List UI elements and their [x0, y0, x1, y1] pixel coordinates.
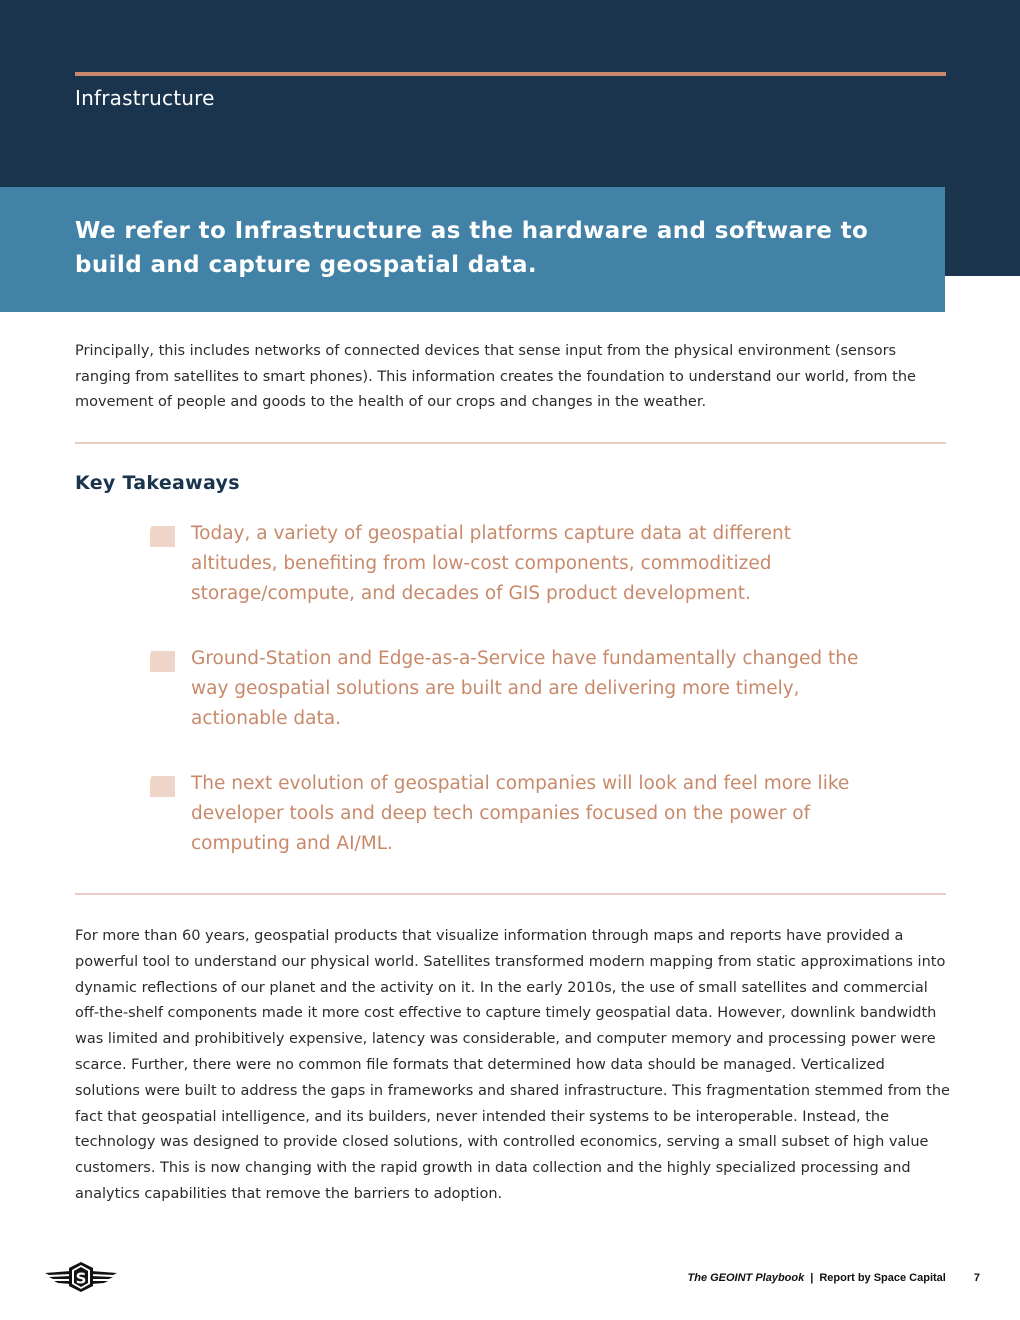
- key-takeaways-heading: Key Takeaways: [75, 472, 240, 494]
- footer-byline: Report by Space Capital: [819, 1272, 946, 1284]
- takeaway-text: The next evolution of geospatial companies will look and feel more like developer tools and deep tech companies focused on the power of computing and AI/ML.: [191, 773, 850, 854]
- footer: [688, 1272, 981, 1284]
- bullet-icon: [150, 776, 175, 797]
- footer-separator: |: [810, 1272, 814, 1284]
- winged-s-logo-icon: [45, 1260, 117, 1294]
- header-rule: [75, 72, 946, 76]
- divider: [75, 442, 946, 444]
- lead-paragraph: Principally, this includes networks of connected devices that sense input from the physical environment (sensors ranging from satellites to smart phones). This information creates the foundation to understand our world, from the movement of people and goods to the health of our crops and changes in the weather.: [75, 343, 916, 411]
- footer-publication: The GEOINT Playbook: [687, 1272, 805, 1284]
- intro-statement: We refer to Infrastructure as the hardware and software to build and capture geospatial data.: [75, 218, 869, 278]
- bullet-icon: [150, 526, 175, 547]
- section-title: Infrastructure: [75, 86, 215, 110]
- takeaway-text: Today, a variety of geospatial platforms capture data at different altitudes, benefiting from low-cost components, commoditized storage/compute, and decades of GIS product development.: [191, 523, 792, 604]
- svg-text:S: S: [75, 1269, 87, 1288]
- body-paragraph: For more than 60 years, geospatial products that visualize information through maps and reports have provided a powerful tool to understand our physical world. Satellites transformed modern mapping from static approximations into dynamic reflections of our planet and the activity on it. In the early 2010s, the use of small satellites and commercial off-the-shelf components made it more cost effective to capture timely geospatial data. However, downlink bandwidth was limited and prohibitively expensive, latency was considerable, and computer memory and processing power were scarce. Further, there were no common file formats that determined how data should be managed. Verticalized solutions were built to address the gaps in frameworks and shared infrastructure. This fragmentation stemmed from the fact that geospatial intelligence, and its builders, never intended their systems to be interoperable. Instead, the technology was designed to provide closed solutions, with controlled economics, serving a small subset of high value customers. This is now changing with the rapid growth in data collection and the highly specialized processing and analytics capabilities that remove the barriers to adoption.: [75, 928, 950, 1202]
- divider: [75, 893, 946, 895]
- page-number: 7: [973, 1272, 980, 1284]
- bullet-icon: [150, 651, 175, 672]
- takeaway-text: Ground-Station and Edge-as-a-Service have fundamentally changed the way geospatial solutions are built and are delivering more timely, actionable data.: [191, 648, 859, 729]
